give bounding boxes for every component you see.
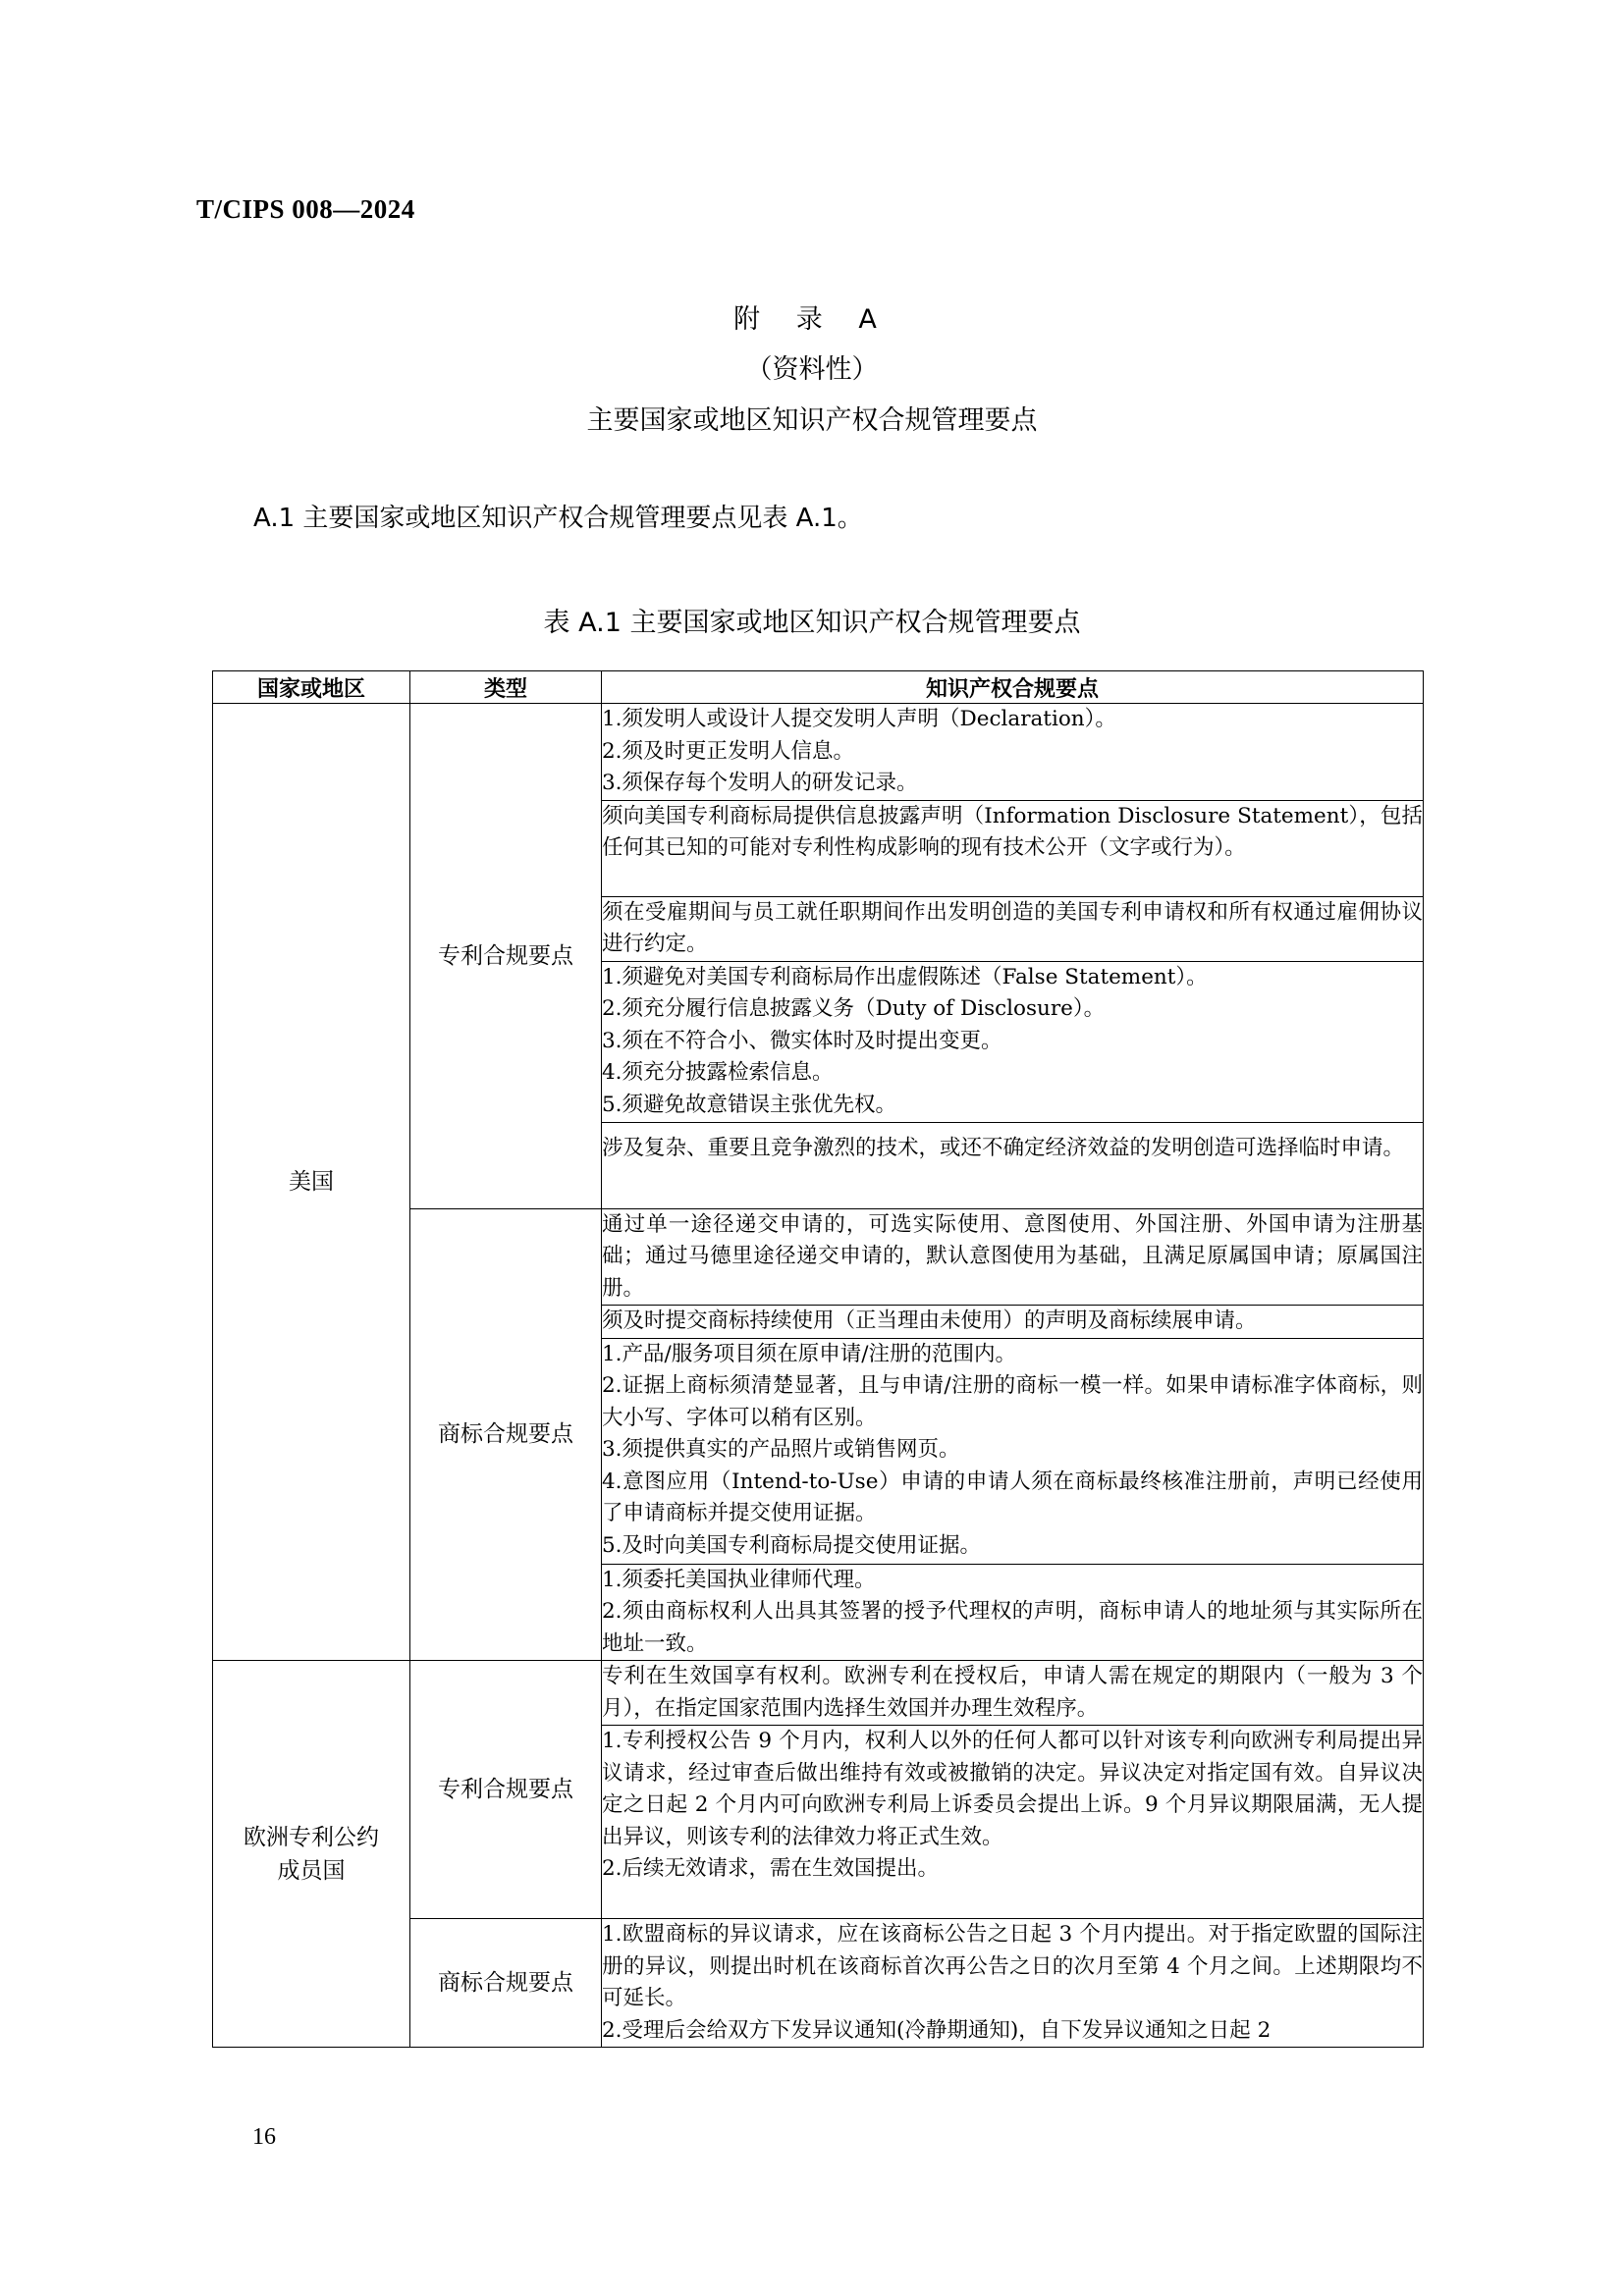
- point-line: 1.专利授权公告 9 个月内，权利人以外的任何人都可以针对该专利向欧洲专利局提出异议请求，经过审查后做出维持有效或被撤销的决定。异议决定对指定国有效。自异议决定之日起 2 个月内可向欧洲专利局上诉委员会提出上诉。9 个月异议期限届满，无人提出异议，则该专利的法律效力将正式生效。: [602, 1729, 1423, 1849]
- point-line: 4.须充分披露检索信息。: [602, 1060, 834, 1085]
- header-type: 类型: [410, 671, 602, 704]
- point-cell: [602, 1122, 1424, 1208]
- appendix-title: 附 录 A: [733, 304, 891, 335]
- point-cell: [602, 1338, 1424, 1564]
- point-line: 2.须由商标权利人出具其签署的授予代理权的声明，商标申请人的地址须与其实际所在地址一致。: [602, 1599, 1423, 1656]
- compliance-table: [212, 670, 1424, 2048]
- type-cell-us-patent: 专利合规要点: [410, 704, 602, 1209]
- point-line: 4.意图应用（Intend-to-Use）申请的申请人须在商标最终核准注册前，声明已经使用了申请商标并提交使用证据。: [602, 1468, 1423, 1525]
- point-line: 须及时提交商标持续使用（正当理由未使用）的声明及商标续展申请。: [602, 1308, 1257, 1333]
- point-line: 2.后续无效请求，需在生效国提出。: [602, 1856, 940, 1881]
- table-row: [213, 1661, 1424, 1726]
- point-line: 专利在生效国享有权利。欧洲专利在授权后，申请人需在规定的期限内（一般为 3 个月），在指定国家范围内选择生效国并办理生效程序。: [602, 1664, 1423, 1721]
- point-line: 2.须及时更正发明人信息。: [602, 738, 855, 764]
- table-caption: 表 A.1 主要国家或地区知识产权合规管理要点: [543, 608, 1081, 638]
- point-line: 须向美国专利商标局提供信息披露声明（Information Disclosure Statement），包括任何其已知的可能对专利性构成影响的现有技术公开（文字或行为）。: [602, 803, 1423, 860]
- point-line: 1.须避免对美国专利商标局作出虚假陈述（False Statement）。: [602, 964, 1208, 989]
- point-line: 5.及时向美国专利商标局提交使用证据。: [602, 1532, 982, 1558]
- point-line: 2.须充分履行信息披露义务（Duty of Disclosure）。: [602, 996, 1106, 1021]
- header-region: 国家或地区: [213, 671, 410, 704]
- point-line: 5.须避免故意错误主张优先权。: [602, 1092, 897, 1117]
- point-line: 1.欧盟商标的异议请求，应在该商标公告之日起 3 个月内提出。对于指定欧盟的国际注册的异议，则提出时机在该商标首次再公告之日的次月至第 4 个月之间。上述期限均不可延长。: [602, 1922, 1423, 2010]
- point-line: 1.须委托美国执业律师代理。: [602, 1567, 876, 1592]
- point-cell: [602, 704, 1424, 801]
- point-line: 3.须提供真实的产品照片或销售网页。: [602, 1437, 960, 1462]
- clause-a1: A.1 主要国家或地区知识产权合规管理要点见表 A.1。: [253, 504, 863, 533]
- type-cell-us-trademark: 商标合规要点: [410, 1208, 602, 1661]
- point-cell: [602, 800, 1424, 896]
- point-line: 1.须发明人或设计人提交发明人声明（Declaration）。: [602, 707, 1116, 731]
- point-line: 涉及复杂、重要且竞争激烈的技术，或还不确定经济效益的发明创造可选择临时申请。: [602, 1135, 1405, 1160]
- point-line: 2.证据上商标须清楚显著，且与申请/注册的商标一模一样。如果申请标准字体商标，则大小写、字体可以稍有区别。: [602, 1373, 1423, 1430]
- point-cell: [602, 1726, 1424, 1919]
- page-number: 16: [252, 2124, 276, 2150]
- point-cell: [602, 1919, 1424, 2048]
- type-cell-epc-trademark: 商标合规要点: [410, 1919, 602, 2048]
- point-cell: [602, 961, 1424, 1122]
- region-cell-us: 美国: [213, 704, 410, 1661]
- type-cell-epc-patent: 专利合规要点: [410, 1661, 602, 1919]
- appendix-nature: （资料性）: [745, 354, 879, 385]
- table-header-row: [213, 671, 1424, 704]
- appendix-subject: 主要国家或地区知识产权合规管理要点: [586, 405, 1038, 436]
- point-line: 通过单一途径递交申请的，可选实际使用、意图使用、外国注册、外国申请为注册基础；通过马德里途径递交申请的，默认意图使用为基础，且满足原属国申请；原属国注册。: [602, 1211, 1423, 1301]
- region-name-line: 成员国: [277, 1857, 346, 1884]
- point-cell: [602, 1208, 1424, 1306]
- point-line: 1.产品/服务项目须在原申请/注册的范围内。: [602, 1341, 1017, 1366]
- point-cell: [602, 1661, 1424, 1726]
- point-cell: [602, 896, 1424, 961]
- region-cell-epc: [213, 1661, 410, 2048]
- point-line: 2.受理后会给双方下发异议通知(冷静期通知)，自下发异议通知之日起 2: [602, 2017, 1272, 2043]
- region-name-line: 欧洲专利公约: [244, 1824, 379, 1850]
- header-points: 知识产权合规要点: [602, 671, 1424, 704]
- point-line: 须在受雇期间与员工就任职期间作出发明创造的美国专利申请权和所有权通过雇佣协议进行约定。: [602, 899, 1423, 956]
- point-cell: [602, 1306, 1424, 1339]
- point-line: 3.须保存每个发明人的研发记录。: [602, 771, 918, 795]
- point-cell: [602, 1564, 1424, 1661]
- document-code: T/CIPS 008—2024: [196, 194, 415, 224]
- point-line: 3.须在不符合小、微实体时及时提出变更。: [602, 1028, 1002, 1053]
- table-row: [213, 704, 1424, 801]
